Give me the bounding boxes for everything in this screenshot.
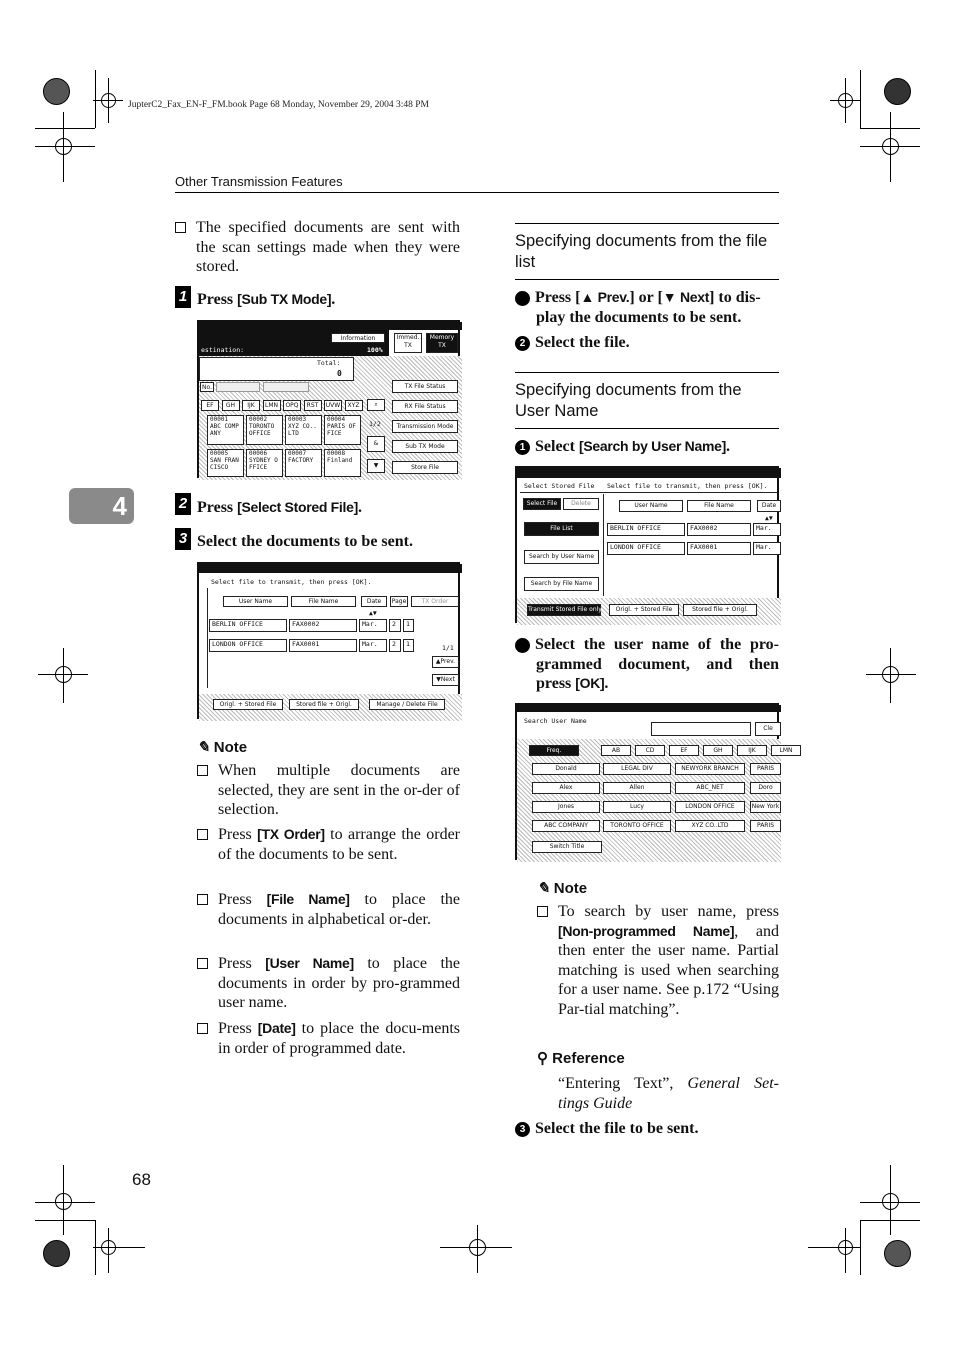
sec1-step1 — [509, 288, 779, 327]
entry-number: 00002 — [249, 416, 268, 423]
file-list-button[interactable]: File List — [524, 522, 599, 536]
note-heading-left — [197, 738, 247, 756]
information-button[interactable]: Information — [331, 333, 385, 343]
entry-name: TORONTO OFFICE — [249, 423, 275, 437]
note-post: to place the docu-ments in order of programmed date. — [218, 1020, 461, 1057]
index-tab[interactable]: LMN — [263, 400, 281, 411]
search-by-user-name-button[interactable]: Search by User Name — [524, 550, 599, 564]
index-tab[interactable]: RST — [304, 400, 322, 411]
row-date: Mar. — [359, 639, 387, 652]
next-label: Next — [440, 676, 455, 683]
checkbox-bullet-icon — [175, 222, 186, 233]
index-tab[interactable]: EF — [201, 400, 219, 411]
sec2-step2 — [509, 635, 779, 694]
index-tab[interactable]: XYZ — [345, 400, 363, 411]
entry-name: ABC COMP ANY — [210, 423, 239, 437]
screen-select-stored-file — [515, 466, 779, 623]
entry-name: SAN FRAN CISCO — [210, 457, 239, 471]
scroll-down-icon[interactable]: ▼ — [367, 459, 385, 473]
user-name-button[interactable]: ABC_NET — [675, 782, 745, 794]
user-name-button[interactable]: ABC COMPANY — [532, 820, 600, 832]
row-date: Mar. — [753, 523, 781, 536]
destination-label: estination: — [201, 346, 245, 354]
user-name-button[interactable]: New York — [750, 801, 781, 813]
col-file-name[interactable]: File Name — [291, 596, 356, 607]
pager-label: 1/2 — [369, 420, 381, 428]
note-item — [197, 954, 460, 1013]
destination-entry[interactable] — [246, 449, 283, 477]
sec2-step2-post: . — [604, 675, 609, 692]
sec2-step1-post: . — [725, 438, 730, 455]
sec2-top-rule — [515, 372, 779, 373]
select-file-tab[interactable]: Select File — [523, 498, 561, 510]
sec2-step1-pre: Select — [535, 438, 579, 455]
pencil-icon: ✎ — [537, 880, 550, 897]
select-file-prompt: Select file to transmit, then press [OK]. — [211, 578, 372, 586]
checkbox-bullet-icon — [197, 765, 208, 776]
row-file-name: FAX0002 — [687, 523, 751, 536]
manage-delete-file-button[interactable]: Manage / Delete File — [369, 699, 445, 710]
note-pre: When multiple documents are selected, they are sent in the or-der of selection. — [218, 762, 460, 818]
note-pre: Press — [218, 891, 267, 908]
step-1-text — [197, 290, 462, 310]
sec1-step1-pre: Press [ — [535, 289, 581, 306]
running-head: Other Transmission Features — [175, 174, 343, 189]
sec1-step1-post: ] to dis-play the documents to be sent. — [536, 289, 761, 326]
stored-plus-orig-button[interactable]: Stored file + Origl. — [683, 604, 757, 616]
ok-key: [OK] — [575, 675, 605, 691]
user-name-button[interactable]: Lucy — [603, 801, 671, 813]
note-key: [Date] — [257, 1020, 296, 1036]
note-item — [197, 761, 460, 820]
right-note-pre: To search by user name, press — [558, 903, 779, 920]
delete-tab[interactable]: Delete — [563, 498, 599, 510]
screen3-prompt: Select file to transmit, then press [OK]. — [607, 482, 768, 490]
note-title-right: Note — [553, 880, 588, 897]
prev-key: ▲ Prev. — [580, 289, 630, 305]
total-label: Total: — [317, 359, 341, 367]
entry-name: FACTORY — [288, 457, 314, 464]
right-note-item — [537, 902, 779, 1019]
sec2-step3 — [515, 1119, 779, 1139]
search-input[interactable] — [651, 722, 751, 736]
index-tab[interactable]: EF — [669, 745, 699, 756]
entry-number: 00005 — [210, 450, 229, 457]
entry-number: 00007 — [288, 450, 307, 457]
index-tab[interactable]: IJK — [242, 400, 260, 411]
note-heading-right — [537, 879, 587, 897]
table-row[interactable] — [209, 619, 414, 632]
destination-entry[interactable] — [285, 415, 322, 445]
sub-tx-mode-button[interactable]: Sub TX Mode — [392, 440, 458, 453]
user-name-button[interactable]: XYZ CO..LTD — [675, 820, 745, 832]
prev-label: Prev. — [440, 658, 456, 665]
index-tab[interactable]: IJK — [737, 745, 767, 756]
row-file-name: FAX0002 — [289, 619, 357, 632]
note-key: [TX Order] — [257, 826, 325, 842]
user-name-button[interactable]: PARIS — [750, 820, 781, 832]
sec2-step3-num: 3 — [515, 1122, 530, 1137]
search-icon[interactable]: ⌕ — [367, 399, 385, 411]
next-key: ▼ Next — [662, 289, 710, 305]
user-name-button[interactable]: Jones — [532, 801, 600, 813]
reference-title: Reference — [552, 1050, 625, 1067]
sec1-bottom-rule — [515, 279, 779, 280]
screen3-title: Select Stored File — [524, 482, 595, 490]
entry-number: 00008 — [327, 450, 346, 457]
table-row[interactable] — [607, 542, 781, 555]
sec2-step1 — [515, 437, 779, 457]
sec2-step2-num: 2 — [515, 638, 530, 653]
entry-name: XYZ CO.. LTD — [288, 423, 317, 437]
entry-name: PARIS OF FICE — [327, 423, 356, 437]
destination-entry[interactable] — [246, 415, 283, 445]
note-post: to place the documents in order by pro-grammed user name. — [218, 955, 461, 1011]
table-row[interactable] — [209, 639, 414, 652]
col-date[interactable]: Date — [361, 596, 387, 607]
pager-label: 1/1 — [442, 644, 454, 652]
note-pre: Press — [218, 1020, 258, 1037]
row-date: Mar. — [359, 619, 387, 632]
checkbox-bullet-icon — [197, 829, 208, 840]
memory-tx-button[interactable]: Memory TX — [426, 333, 458, 353]
search-by-user-name-key: [Search by User Name] — [578, 438, 726, 454]
step-1-number: 1 — [175, 286, 191, 308]
search-by-file-name-button[interactable]: Search by File Name — [524, 577, 599, 591]
row-file-name: FAX0001 — [687, 542, 751, 555]
user-name-button[interactable]: LEGAL DIV — [603, 763, 671, 775]
index-tab[interactable]: Freq. — [529, 745, 579, 756]
row-tx-order: 1 — [403, 639, 414, 652]
note-item — [197, 825, 460, 864]
entry-number: 00003 — [288, 416, 307, 423]
entry-name: SYDNEY O FFICE — [249, 457, 278, 471]
checkbox-bullet-icon — [197, 894, 208, 905]
transmit-stored-file-only-button[interactable]: Transmit Stored File only — [527, 604, 601, 616]
destination-entry[interactable] — [285, 449, 322, 477]
sec2-bottom-rule — [515, 428, 779, 429]
sec2-step3-text: Select the file to be sent. — [535, 1120, 699, 1137]
note-title-left: Note — [213, 739, 248, 756]
row-user-name: LONDON OFFICE — [607, 542, 685, 555]
magnifier-icon: ⚲ — [537, 1050, 548, 1067]
sec1-step2 — [515, 333, 779, 353]
destination-entry[interactable] — [324, 415, 361, 445]
screen-search-user-name — [515, 703, 793, 860]
index-tab[interactable]: UVW — [325, 402, 341, 409]
note-key: [File Name] — [266, 891, 350, 907]
sec1-top-rule — [515, 223, 779, 224]
checkbox-bullet-icon — [197, 1023, 208, 1034]
sec2-title: Specifying documents from the User Name — [515, 381, 742, 420]
row-date: Mar. — [753, 542, 781, 555]
tx-file-status-button[interactable]: TX File Status — [392, 380, 458, 393]
intro-bullet-text: The specified documents are sent with the scan settings made when they were stored. — [196, 219, 460, 275]
note-post: to arrange the order of the documents to be sent. — [218, 826, 461, 863]
reference-pre: “Entering Text”, — [558, 1075, 688, 1092]
page-number: 68 — [132, 1170, 151, 1189]
entry-name: Finland — [327, 457, 353, 464]
col-file-name[interactable]: File Name — [687, 500, 751, 512]
note-item — [197, 1019, 460, 1058]
total-value: 0 — [337, 369, 342, 378]
ampersand-button[interactable]: & — [367, 436, 385, 452]
sec1-step2-num: 2 — [515, 336, 530, 351]
row-user-name: LONDON OFFICE — [209, 639, 287, 652]
user-name-button[interactable]: Alex — [532, 782, 600, 794]
reference-italic: General Set-tings Guide — [558, 1075, 779, 1112]
row-page: 2 — [389, 639, 401, 652]
col-tx-order[interactable]: TX Order — [411, 596, 459, 607]
orig-plus-stored-button[interactable]: Origl. + Stored File — [213, 699, 283, 710]
col-date[interactable]: Date — [757, 500, 781, 512]
destination-entry[interactable] — [207, 415, 244, 445]
sec1-step1-num: 1 — [515, 291, 530, 306]
index-tab[interactable]: OPQ — [283, 400, 301, 411]
step-2-pre: Press — [197, 499, 238, 516]
right-note-post: , and then enter the user name. Partial matching is used when searching for a user name. See p.172 “Using Par-tial matching”. — [558, 922, 779, 1018]
row-page: 2 — [389, 619, 401, 632]
sec2-step2-pre: Select the user name of the pro-grammed document, and then press — [535, 636, 779, 692]
step-3-number: 3 — [175, 528, 191, 550]
switch-title-button[interactable]: Switch Title — [532, 841, 602, 853]
rx-file-status-button[interactable]: RX File Status — [392, 400, 458, 413]
sort-arrows-icon: ▲▼ — [369, 609, 377, 617]
reference-text — [558, 1074, 779, 1113]
step-3-text: Select the documents to be sent. — [197, 533, 413, 550]
pencil-icon: ✎ — [197, 739, 210, 756]
entry-number: 00001 — [210, 416, 229, 423]
sec1-title: Specifying documents from the file list — [515, 232, 768, 271]
step-1-pre: Press — [197, 291, 238, 308]
sec1-step1-mid: ] or [ — [629, 289, 663, 306]
row-user-name: BERLIN OFFICE — [209, 619, 287, 632]
screen-sub-tx-mode — [197, 320, 460, 478]
book-file-line: JupterC2_Fax_EN-F_FM.book Page 68 Monday, November 29, 2004 3:48 PM — [128, 100, 429, 110]
store-file-button[interactable]: Store File — [392, 461, 458, 474]
step-2-number: 2 — [175, 493, 191, 515]
immed-tx-button[interactable]: Immed. TX — [394, 333, 422, 353]
orig-plus-stored-button[interactable]: Origl. + Stored File — [609, 604, 679, 616]
sort-arrows-icon: ▲▼ — [765, 514, 773, 522]
prev-icon: ▲ — [435, 658, 441, 665]
destination-entry[interactable] — [207, 449, 244, 477]
clear-button[interactable]: Cle — [755, 722, 781, 736]
index-tab[interactable]: LMN — [771, 745, 801, 756]
user-name-button[interactable]: NEWYORK BRANCH — [675, 763, 745, 775]
user-name-button[interactable]: LONDON OFFICE — [675, 801, 745, 813]
col-user-name[interactable]: User Name — [223, 596, 288, 607]
intro-bullet — [175, 218, 460, 277]
user-name-button[interactable]: PARIS — [750, 763, 781, 775]
col-user-name[interactable]: User Name — [619, 500, 683, 512]
note-pre: Press — [218, 955, 266, 972]
index-tab[interactable]: GH — [222, 400, 240, 411]
sec1-step2-text: Select the file. — [535, 334, 630, 351]
entry-number: 00004 — [327, 416, 346, 423]
select-stored-file-key: [Select Stored File] — [237, 499, 358, 515]
step-2-text — [197, 498, 462, 518]
checkbox-bullet-icon — [537, 906, 548, 917]
entry-number: 00006 — [249, 450, 268, 457]
sec2-step1-num: 1 — [515, 440, 530, 455]
chapter-tab: 4 — [69, 488, 134, 524]
next-icon: ▼ — [436, 676, 441, 683]
screen-select-files — [197, 562, 460, 719]
row-user-name: BERLIN OFFICE — [607, 523, 685, 536]
screen4-title: Search User Name — [524, 717, 587, 725]
note-key: [User Name] — [265, 955, 354, 971]
transmission-mode-button[interactable]: Transmission Mode — [392, 420, 458, 433]
index-tab[interactable]: AB — [601, 745, 631, 756]
user-name-button[interactable]: Donald — [532, 763, 600, 775]
sub-tx-mode-key: [Sub TX Mode] — [237, 291, 332, 307]
non-programmed-name-key: [Non-programmed Name] — [558, 922, 735, 939]
note-pre: Press — [218, 826, 258, 843]
step-2-post: . — [357, 499, 362, 516]
user-name-button[interactable]: Allen — [603, 782, 671, 794]
user-name-button[interactable]: Doro — [750, 782, 781, 794]
user-name-button[interactable]: TORONTO OFFICE — [603, 820, 671, 832]
no-label: No. — [200, 382, 214, 392]
destination-entry[interactable] — [324, 449, 361, 477]
row-file-name: FAX0001 — [289, 639, 357, 652]
percent-label: 100% — [367, 346, 383, 354]
step-1-post: . — [331, 291, 336, 308]
checkbox-bullet-icon — [197, 958, 208, 969]
col-page[interactable]: Page — [391, 598, 407, 605]
row-tx-order: 1 — [403, 619, 414, 632]
prev-button[interactable] — [432, 656, 459, 668]
next-button[interactable] — [432, 674, 459, 686]
note-post: to place the documents in alphabetical or-der. — [218, 891, 460, 928]
index-tab[interactable]: CD — [635, 745, 665, 756]
note-item — [197, 890, 460, 929]
table-row[interactable] — [607, 523, 781, 536]
index-tab[interactable]: GH — [703, 745, 733, 756]
header-rule — [175, 192, 779, 193]
reference-heading — [537, 1049, 625, 1067]
stored-plus-orig-button[interactable]: Stored file + Origl. — [289, 699, 359, 710]
